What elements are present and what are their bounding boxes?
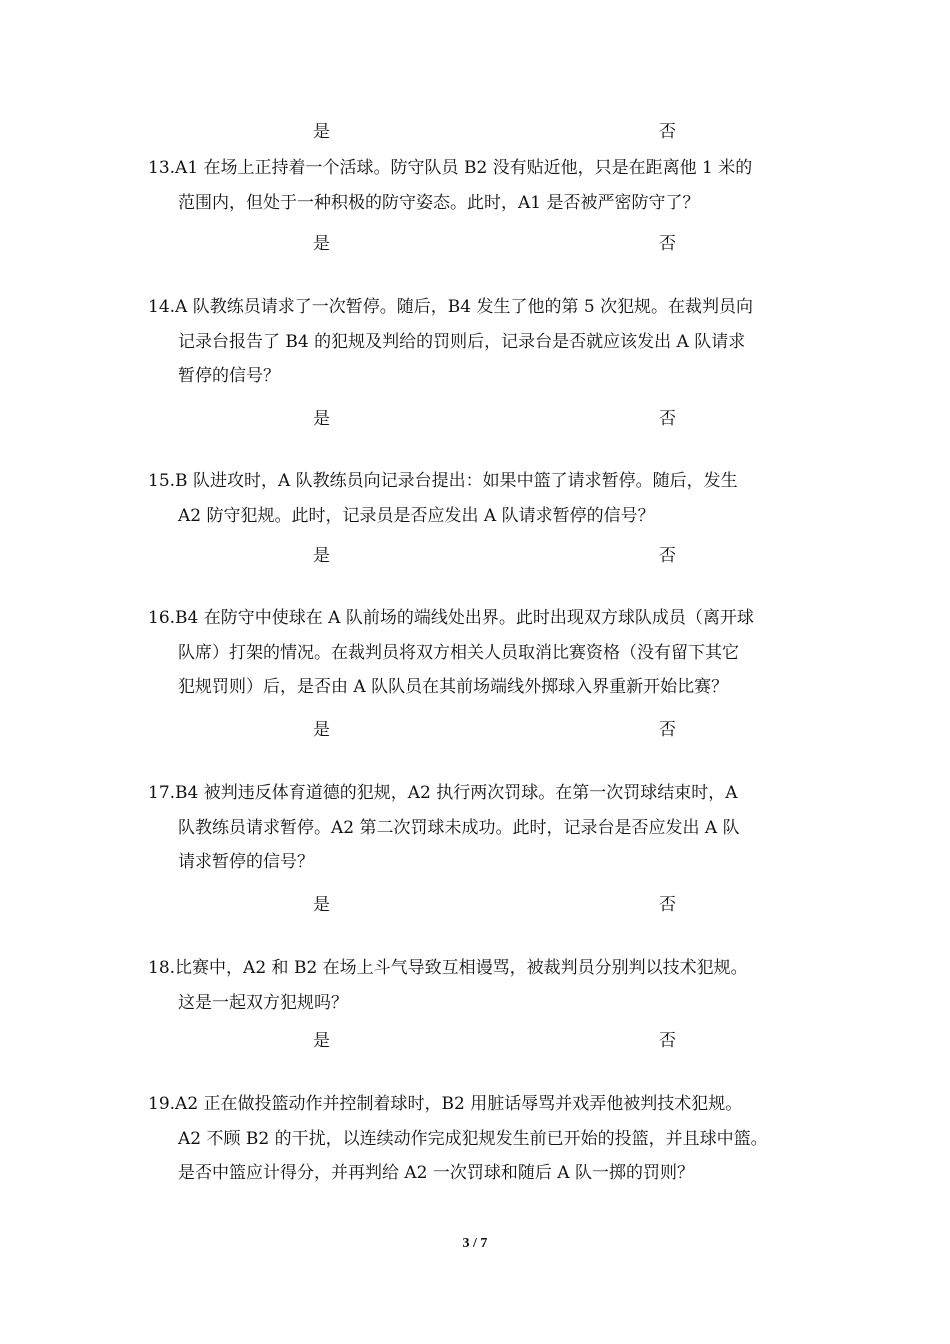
question-text-line: 犯规罚则）后，是否由 A 队队员在其前场端线外掷球入界重新开始比赛？ (178, 677, 729, 697)
option-no[interactable]: 否 (659, 1031, 676, 1051)
question-text-line: 这是一起双方犯规吗？ (178, 992, 348, 1013)
answer-options-14 (0, 407, 950, 431)
option-no[interactable]: 否 (659, 895, 676, 915)
option-yes[interactable]: 是 (313, 895, 330, 915)
question-19 (148, 1087, 810, 1191)
option-yes[interactable]: 是 (313, 409, 330, 429)
question-text-line: B 队进攻时，A 队教练员向记录台提出：如果中篮了请求暂停。随后，发生 (175, 471, 738, 491)
question-14 (148, 290, 810, 394)
question-text-line: 队席）打架的情况。在裁判员将双方相关人员取消比赛资格（没有留下其它 (178, 642, 739, 663)
question-text-line: 记录台报告了 B4 的犯规及判给的罚则后，记录台是否就应该发出 A 队请求 (178, 331, 746, 352)
answer-options-12 (0, 120, 950, 144)
option-yes[interactable]: 是 (313, 122, 330, 142)
option-yes[interactable]: 是 (313, 720, 330, 740)
question-15 (148, 464, 810, 533)
question-number: 18. (148, 958, 176, 978)
question-text-line: A2 不顾 B2 的干扰，以连续动作完成犯规发生前已开始的投篮，并且球中篮。 (178, 1128, 768, 1149)
answer-options-17 (0, 893, 950, 917)
question-text-line: A2 正在做投篮动作并控制着球时，B2 用脏话辱骂并戏弄他被判技术犯规。 (175, 1094, 743, 1114)
answer-options-18 (0, 1029, 950, 1053)
question-text-line: 请求暂停的信号？ (178, 852, 314, 872)
question-17 (148, 776, 810, 880)
option-no[interactable]: 否 (659, 409, 676, 429)
question-number: 16. (148, 608, 176, 628)
answer-options-16 (0, 718, 950, 742)
page-number: 3 / 7 (462, 1236, 488, 1251)
question-number: 19. (148, 1094, 176, 1114)
answer-options-13 (0, 232, 950, 256)
question-text-line: 范围内，但处于一种积极的防守姿态。此时，A1 是否被严密防守了？ (178, 192, 700, 213)
question-text-line: 队教练员请求暂停。A2 第二次罚球未成功。此时，记录台是否应发出 A 队 (178, 817, 740, 838)
question-number: 13. (148, 158, 176, 178)
question-text-line: B4 在防守中使球在 A 队前场的端线处出界。此时出现双方球队成员（离开球 (175, 608, 754, 628)
question-18 (148, 951, 810, 1020)
question-16 (148, 601, 810, 705)
option-yes[interactable]: 是 (313, 234, 330, 254)
option-no[interactable]: 否 (659, 546, 676, 566)
question-text-line: A 队教练员请求了一次暂停。随后，B4 发生了他的第 5 次犯规。在裁判员向 (175, 297, 754, 317)
question-number: 17. (148, 783, 176, 803)
question-text-line: 比赛中，A2 和 B2 在场上斗气导致互相谩骂，被裁判员分别判以技术犯规。 (175, 958, 748, 978)
question-13 (148, 151, 810, 220)
question-text-line: 是否中篮应计得分，并再判给 A2 一次罚球和随后 A 队一掷的罚则？ (178, 1163, 694, 1183)
question-number: 15. (148, 471, 176, 491)
option-yes[interactable]: 是 (313, 1031, 330, 1051)
option-no[interactable]: 否 (659, 234, 676, 254)
question-text-line: B4 被判违反体育道德的犯规，A2 执行两次罚球。在第一次罚球结束时，A (175, 783, 738, 803)
answer-options-15 (0, 544, 950, 568)
question-text-line: 暂停的信号？ (178, 366, 280, 386)
question-text-line: A1 在场上正持着一个活球。防守队员 B2 没有贴近他，只是在距离他 1 米的 (175, 158, 753, 178)
option-no[interactable]: 否 (659, 122, 676, 142)
option-no[interactable]: 否 (659, 720, 676, 740)
option-yes[interactable]: 是 (313, 546, 330, 566)
question-number: 14. (148, 297, 176, 317)
question-text-line: A2 防守犯规。此时，记录员是否应发出 A 队请求暂停的信号？ (178, 505, 655, 526)
